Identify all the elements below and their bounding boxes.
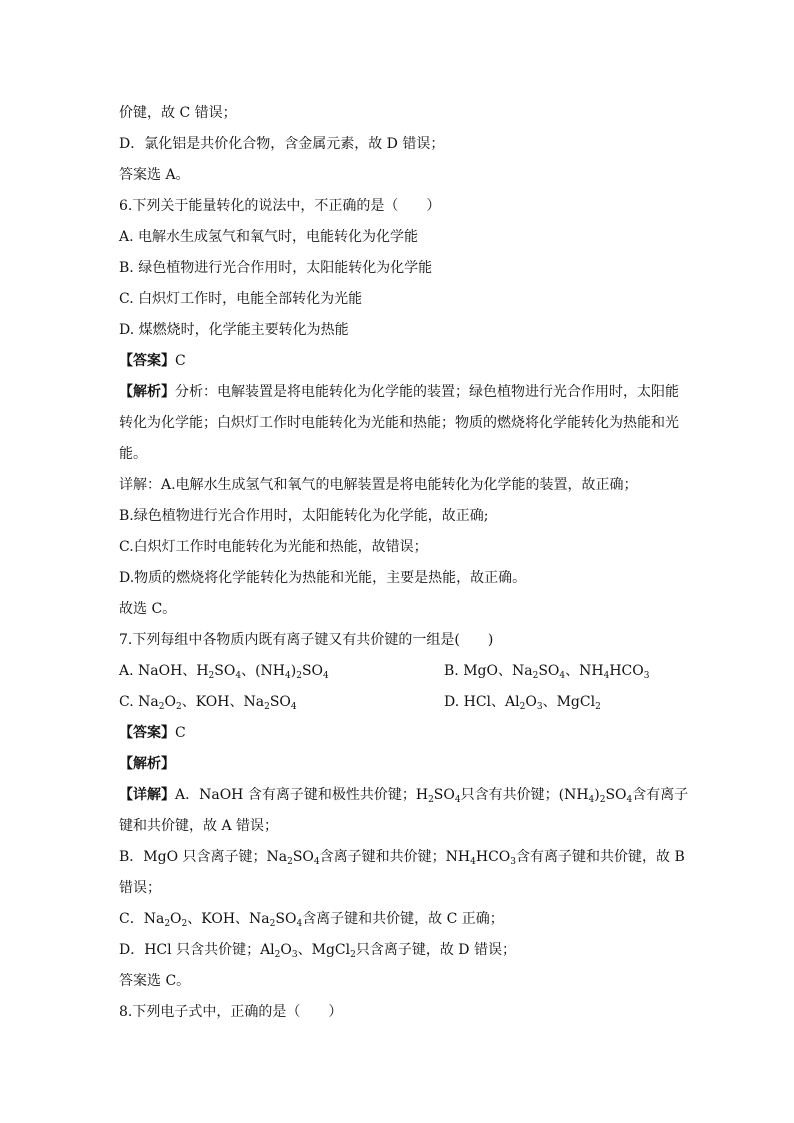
subscript: 2 xyxy=(296,671,302,681)
subscript: 4 xyxy=(626,795,633,805)
subscript: 3 xyxy=(536,702,543,712)
answer-value: C xyxy=(175,725,186,741)
question-6-option-b: B. 绿色植物进行光合作用时，太阳能转化为化学能 xyxy=(119,260,433,276)
question-7-option-c: C. $Na_2O_2$、KOH、$Na_2SO_4$ xyxy=(119,694,297,712)
analysis-label: 【解析】 xyxy=(119,384,175,400)
subscript: 4 xyxy=(470,857,476,867)
subscript: 2 xyxy=(287,857,293,867)
subscript: 4 xyxy=(603,671,610,681)
subscript: 2 xyxy=(350,950,356,960)
analysis-text: 转化为化学能；白炽灯工作时电能转化为光能和热能；物质的燃烧将化学能转化为热能和光 xyxy=(119,415,679,431)
subscript: 2 xyxy=(264,702,270,712)
detail-text: 错误； xyxy=(119,880,161,896)
question-7-options-row-2 xyxy=(119,687,679,718)
question-7-option-a: A. NaOH、$H_2SO_4$、$(NH_4)_2SO_4$ xyxy=(119,663,329,681)
question-6-analysis xyxy=(119,377,679,408)
subscript: 4 xyxy=(290,702,297,712)
subscript: 2 xyxy=(269,919,276,929)
subscript: 4 xyxy=(296,919,303,929)
question-6-stem: 6.下列关于能量转化的说法中，不正确的是（ ） xyxy=(119,198,441,214)
document-content xyxy=(119,98,689,1028)
question-7-detail-line xyxy=(119,780,689,811)
subscript: 2 xyxy=(428,795,434,805)
answer-value: C xyxy=(175,353,186,369)
question-6-answer xyxy=(119,346,679,377)
analysis-text: 分析：电解装置是将电能转化为化学能的装置；绿色植物进行光合作用时，太阳能 xyxy=(175,384,679,400)
subscript: 2 xyxy=(158,702,165,712)
subscript: 4 xyxy=(588,795,595,805)
detail-text: C．$Na_2O_2$、KOH、$Na_2SO_4$含离子键和共价键，故 C 正确； xyxy=(119,911,504,929)
question-7-analysis-label: 【解析】 xyxy=(119,756,175,772)
question-7-option-d: D. HCl、$Al_2O_3$、MgCl$_2$ xyxy=(444,694,601,712)
subscript: 2 xyxy=(599,795,606,805)
detail-text: D．HCl 只含共价键；$Al_2O_3$、MgCl$_2$只含离子键，故 D 错误； xyxy=(119,942,516,960)
subscript: 2 xyxy=(175,702,182,712)
subscript: 4 xyxy=(559,671,566,681)
question-7-option-b: B. MgO、$Na_2SO_4$、$NH_4HCO_3$ xyxy=(444,663,650,681)
detail-text: D.物质的燃烧将化学能转化为热能和光能，主要是热能，故正确。 xyxy=(119,570,527,586)
subscript: 2 xyxy=(164,919,171,929)
subscript: 2 xyxy=(519,702,526,712)
detail-label: 【详解】 xyxy=(119,787,175,803)
subscript: 2 xyxy=(532,671,539,681)
subscript: 4 xyxy=(235,671,242,681)
subscript: 4 xyxy=(323,671,329,681)
subscript: 2 xyxy=(181,919,188,929)
subscript: 4 xyxy=(454,795,461,805)
detail-text: C.白炽灯工作时电能转化为光能和热能，故错误； xyxy=(119,539,428,555)
subscript: 3 xyxy=(291,950,298,960)
detail-text: 键和共价键，故 A 错误； xyxy=(119,818,279,834)
text-line: 价键，故 C 错误； xyxy=(119,105,237,121)
text-line: D．氯化铝是共价化合物，含金属元素，故 D 错误； xyxy=(119,136,445,152)
detail-text: 故选 C。 xyxy=(119,601,177,617)
detail-text: 答案选 C。 xyxy=(119,973,191,989)
subscript: 2 xyxy=(274,950,281,960)
subscript: 3 xyxy=(510,857,516,867)
question-6-option-d: D. 煤燃烧时，化学能主要转化为热能 xyxy=(119,322,349,338)
detail-text: 详解：A.电解水生成氢气和氧气的电解装置是将电能转化为化学能的装置，故正确； xyxy=(119,477,638,493)
subscript: 4 xyxy=(313,857,320,867)
text-line: 答案选 A。 xyxy=(119,167,190,183)
question-7-stem: 7.下列每组中各物质内既有离子键又有共价键的一组是( ) xyxy=(119,632,494,648)
question-8-stem: 8.下列电子式中，正确的是（ ） xyxy=(119,1004,343,1020)
subscript: 2 xyxy=(595,702,601,712)
subscript: 4 xyxy=(285,671,291,681)
question-7-answer xyxy=(119,718,679,749)
subscript: 2 xyxy=(208,671,215,681)
answer-label: 【答案】 xyxy=(119,725,175,741)
detail-text: A．NaOH 含有离子键和极性共价键；$H_2SO_4$只含有共价键；$(NH_4)_2SO_4$含有离子 xyxy=(175,787,689,805)
answer-label: 【答案】 xyxy=(119,353,175,369)
question-7-options-row-1 xyxy=(119,656,679,687)
detail-text: B.绿色植物进行光合作用时，太阳能转化为化学能，故正确; xyxy=(119,508,489,524)
subscript: 3 xyxy=(643,671,650,681)
question-6-option-c: C. 白炽灯工作时，电能全部转化为光能 xyxy=(119,291,363,307)
detail-text: B．MgO 只含离子键；$Na_2SO_4$含离子键和共价键；$NH_4HCO_3$含有离子键和共价键，故 B xyxy=(119,849,685,867)
analysis-text: 能。 xyxy=(119,446,147,462)
question-6-option-a: A. 电解水生成氢气和氧气时，电能转化为化学能 xyxy=(119,229,419,245)
